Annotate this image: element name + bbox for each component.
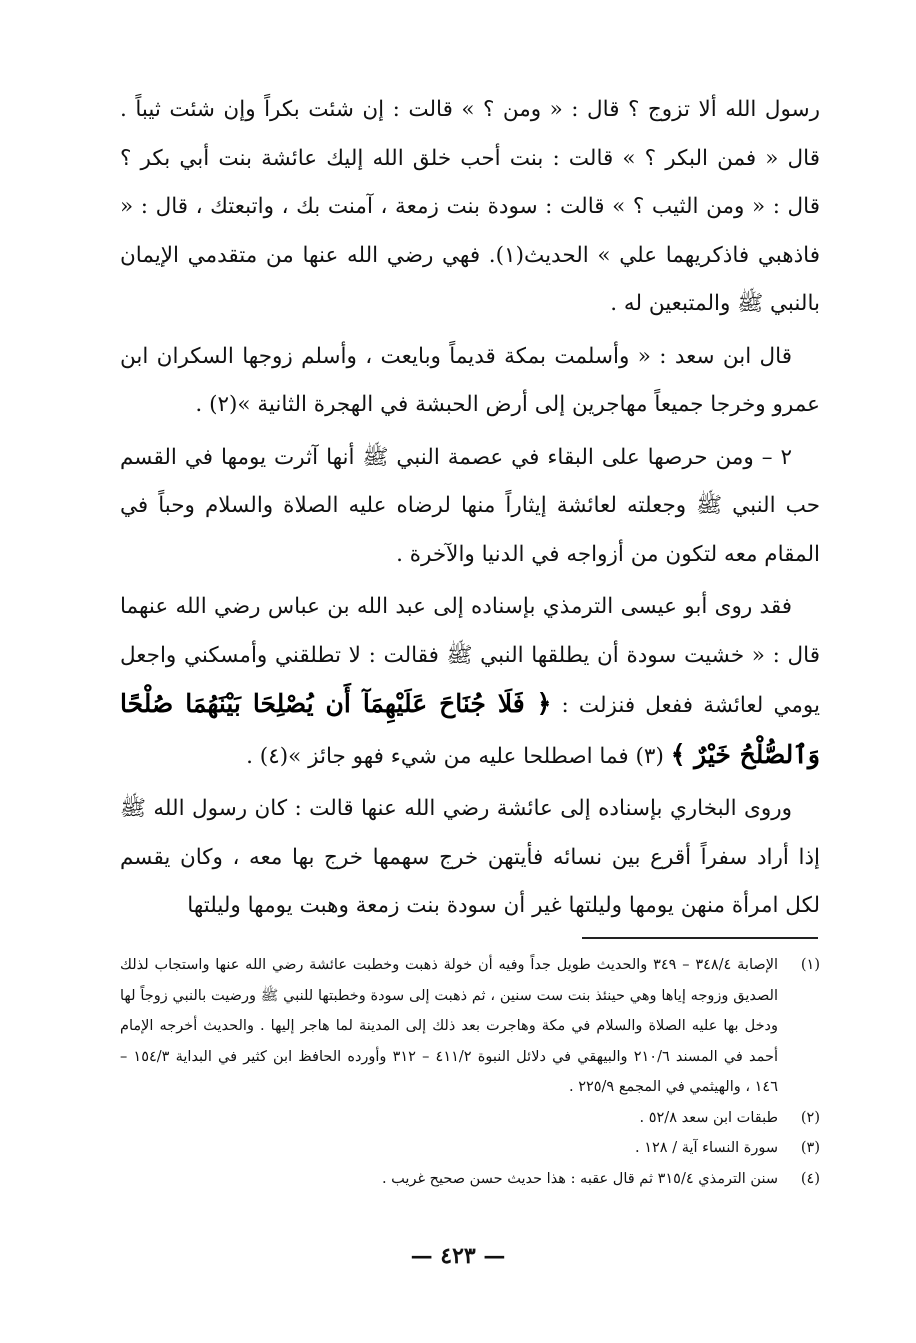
footnote-number: (٢) [800, 1109, 820, 1126]
footnote-text: طبقات ابن سعد ٥٢/٨ . [639, 1109, 778, 1126]
footnote-text: سورة النساء آية / ١٢٨ . [635, 1140, 778, 1156]
footnote-1 [120, 950, 820, 1103]
footnote-text: الإصابة ٣٤٨/٤ – ٣٤٩ والحديث طويل جداً وفيه أن خولة ذهبت وخطبت عائشة رضي الله عنها واستجاب لذلك الصديق وزوجه إياها وهي حينئذ بنت ست سنين ، ثم ذهبت إلى سودة وخطبتها للنبي ﷺ ورضيت بالنبي زوجاً لها ودخل بها عليه الصلاة والسلام في مكة وهاجرت بعد ذلك إلى المدينة لما هاجر إليها . والحديث أخرجه الإمام أحمد في المسند ٢١٠/٦ والبيهقي في دلائل النبوة ٤١١/٢ – ٣١٢ وأورده الحافظ ابن كثير في البداية ١٥٤/٣ – ١٤٦ ، والهيثمي في المجمع ٢٢٥/٩ . [120, 957, 778, 1095]
paragraph-3: ٢ – ومن حرصها على البقاء في عصمة النبي ﷺ أنها آثرت يومها في القسم حب النبي ﷺ وجعلته لعائشة إيثاراً منها لرضاه عليه الصلاة والسلام وحباً في المقام معه لتكون من أزواجه في الدنيا والآخرة . [120, 444, 820, 567]
footnote-2 [120, 1103, 820, 1134]
paragraph-4 [120, 583, 820, 781]
paragraph-4-text: فقد روى أبو عيسى الترمذي بإسناده إلى عبد الله بن عباس رضي الله عنهما قال : « خشيت سودة أن يطلقها النبي ﷺ فقالت : لا تطلقني وأمسكني واجعل يومي لعائشة ففعل فنزلت : [120, 594, 820, 718]
footnote-number: (٤) [800, 1170, 820, 1187]
paragraph-4-end: (٣) فما اصطلحا عليه من شيء فهو جائز »(٤) . [246, 743, 664, 769]
main-text [120, 86, 820, 935]
footnote-4 [120, 1164, 820, 1195]
footnote-number: (٣) [800, 1140, 820, 1156]
footnotes [120, 950, 820, 1194]
page-number: — ٤٢٣ — [410, 1243, 506, 1269]
paragraph-5: وروى البخاري بإسناده إلى عائشة رضي الله عنها قالت : كان رسول الله ﷺ إذا أراد سفراً أقرع بين نسائه فأيتهن خرج سهمها خرج بها معه ، وكان يقسم لكل امرأة منهن يومها وليلتها غير أن سودة بنت زمعة وهبت يومها وليلتها [120, 796, 820, 918]
footnote-text: سنن الترمذي ٣١٥/٤ ثم قال عقبه : هذا حديث حسن صحيح غريب . [381, 1170, 778, 1187]
footnote-divider [582, 937, 818, 939]
quran-verse: ﴿ فَلَا جُنَاحَ عَلَيْهِمَآ أَن يُصْلِحَا بَيْنَهُمَا صُلْحًا وَٱلصُّلْحُ خَيْرٌ ﴾ [120, 689, 820, 769]
footnote-3 [120, 1133, 820, 1164]
paragraph-1: رسول الله ألا تزوج ؟ قال : « ومن ؟ » قالت : إن شئت بكراً وإن شئت ثيباً . قال « فمن البكر ؟ » قالت : بنت أحب خلق الله إليك عائشة بنت أبي بكر ؟ قال : « ومن الثيب ؟ » قالت : سودة بنت زمعة ، آمنت بك ، واتبعتك ، قال : « فاذهبي فاذكريهما علي » الحديث(١). فهي رضي الله عنها من متقدمي الإيمان بالنبي ﷺ والمتبعين له . [120, 97, 820, 316]
paragraph-2: قال ابن سعد : « وأسلمت بمكة قديماً وبايعت ، وأسلم زوجها السكران ابن عمرو وخرجا جميعاً مهاجرين إلى أرض الحبشة في الهجرة الثانية »(٢) . [120, 343, 820, 417]
footnote-number: (١) [800, 957, 820, 973]
